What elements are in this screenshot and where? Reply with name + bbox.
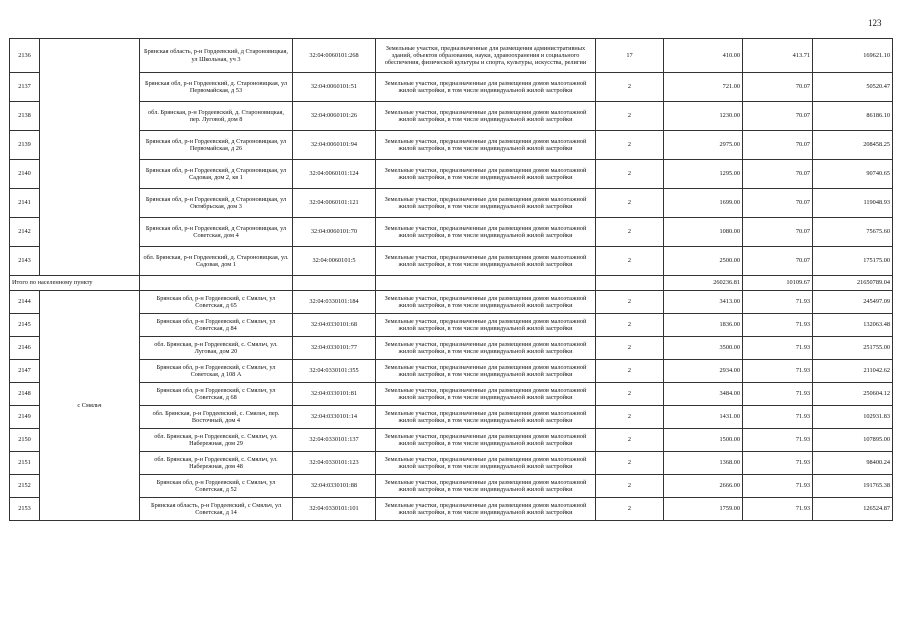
address-cell: обл. Брянская, р-н Гордеевский, д. Староновицкая, ул. Садовая, дом 1 (140, 247, 293, 276)
row-number: 2141 (10, 189, 40, 218)
cost-cell: 245497.09 (813, 291, 893, 314)
price-cell: 71.93 (743, 452, 813, 475)
area-cell: 3500.00 (664, 337, 743, 360)
cadastral-number-cell: 32:04:0060101:268 (293, 39, 376, 73)
row-number: 2148 (10, 383, 40, 406)
group-cell: 2 (596, 452, 664, 475)
group-cell: 2 (596, 102, 664, 131)
group-cell: 2 (596, 498, 664, 521)
cost-cell: 208458.25 (813, 131, 893, 160)
land-use-cell: Земельные участки, предназначенные для размещения домов малоэтажной жилой застройки, в том числе индивидуальной жилой застройки (376, 429, 596, 452)
cost-cell: 250604.12 (813, 383, 893, 406)
cadastral-number-cell: 32:04:0330101:81 (293, 383, 376, 406)
cadastral-number-cell: 32:04:0060101:124 (293, 160, 376, 189)
address-cell: обл. Брянская, р-н Гордеевский, д. Староновицкая, пер. Луговой, дом 8 (140, 102, 293, 131)
cost-cell: 132063.48 (813, 314, 893, 337)
cadastral-valuation-table (9, 38, 893, 521)
land-use-cell: Земельные участки, предназначенные для размещения домов малоэтажной жилой застройки, в том числе индивидуальной жилой застройки (376, 314, 596, 337)
total-cost: 21650789.04 (813, 276, 893, 291)
cadastral-number-cell: 32:04:0060101:51 (293, 73, 376, 102)
area-cell: 410.00 (664, 39, 743, 73)
settlement-cell (40, 39, 140, 276)
land-use-cell: Земельные участки, предназначенные для размещения домов малоэтажной жилой застройки, в том числе индивидуальной жилой застройки (376, 291, 596, 314)
row-number: 2137 (10, 73, 40, 102)
land-use-cell: Земельные участки, предназначенные для размещения административных зданий, объектов образования, науки, здравоохранения и социального обеспечения, физической культуры и спорта, культуры, искусства, религии (376, 39, 596, 73)
group-cell: 2 (596, 429, 664, 452)
cost-cell: 102931.83 (813, 406, 893, 429)
address-cell: Брянская обл, р-н Гордеевский, с Смяльч, ул Советская, д 84 (140, 314, 293, 337)
group-cell: 2 (596, 383, 664, 406)
address-cell: Брянская обл, р-н Гордеевский, с Смяльч, ул Советская, д 68 (140, 383, 293, 406)
page-number: 123 (868, 18, 882, 28)
area-cell: 1836.00 (664, 314, 743, 337)
total-label: Итого по населенному пункту (10, 276, 140, 291)
price-cell: 71.93 (743, 337, 813, 360)
area-cell: 1759.00 (664, 498, 743, 521)
table-row (10, 160, 893, 189)
table-row (10, 337, 893, 360)
table-row (10, 291, 893, 314)
price-cell: 71.93 (743, 475, 813, 498)
price-cell: 70.07 (743, 160, 813, 189)
price-cell: 71.93 (743, 314, 813, 337)
group-cell: 2 (596, 247, 664, 276)
group-cell: 2 (596, 218, 664, 247)
group-cell: 2 (596, 314, 664, 337)
table-row (10, 360, 893, 383)
land-use-cell: Земельные участки, предназначенные для размещения домов малоэтажной жилой застройки, в том числе индивидуальной жилой застройки (376, 406, 596, 429)
price-cell: 70.07 (743, 73, 813, 102)
cost-cell: 50520.47 (813, 73, 893, 102)
price-cell: 70.07 (743, 131, 813, 160)
address-cell: обл. Брянская, р-н Гордеевский, с. Смяльч, ул. Луговая, дом 20 (140, 337, 293, 360)
group-cell: 17 (596, 39, 664, 73)
table-row (10, 429, 893, 452)
table-row (10, 247, 893, 276)
land-use-cell: Земельные участки, предназначенные для размещения домов малоэтажной жилой застройки, в том числе индивидуальной жилой застройки (376, 383, 596, 406)
row-number: 2144 (10, 291, 40, 314)
cadastral-number-cell: 32:04:0330101:77 (293, 337, 376, 360)
area-cell: 721.00 (664, 73, 743, 102)
row-number: 2152 (10, 475, 40, 498)
cost-cell: 169621.10 (813, 39, 893, 73)
area-cell: 3413.00 (664, 291, 743, 314)
row-number: 2147 (10, 360, 40, 383)
group2-rows (10, 291, 893, 521)
address-cell: Брянская обл, р-н Гордеевский, д Староновицкая, ул Советская, дом 4 (140, 218, 293, 247)
table-row (10, 383, 893, 406)
group-cell: 2 (596, 475, 664, 498)
address-cell: Брянская обл, р-н Гордеевский, д Староновицкая, ул Садовая, дом 2, кв 1 (140, 160, 293, 189)
area-cell: 2934.00 (664, 360, 743, 383)
address-cell: Брянская обл, р-н Гордеевский, д Староновицкая, ул Октябрьская, дом 3 (140, 189, 293, 218)
area-cell: 3484.00 (664, 383, 743, 406)
address-cell: Брянская обл, р-н Гордеевский, с Смяльч, ул Советская, д 52 (140, 475, 293, 498)
cost-cell: 86186.10 (813, 102, 893, 131)
land-use-cell: Земельные участки, предназначенные для размещения домов малоэтажной жилой застройки, в том числе индивидуальной жилой застройки (376, 452, 596, 475)
address-cell: Брянская область, р-н Гордеевский, с Смяльч, ул Советская, д 14 (140, 498, 293, 521)
cost-cell: 98400.24 (813, 452, 893, 475)
cadastral-number-cell: 32:04:0330101:88 (293, 475, 376, 498)
row-number: 2151 (10, 452, 40, 475)
address-cell: Брянская обл, р-н Гордеевский, д Староновицкая, ул Первомайская, д 26 (140, 131, 293, 160)
cadastral-number-cell: 32:04:0330101:101 (293, 498, 376, 521)
cost-cell: 126524.87 (813, 498, 893, 521)
total-row (10, 276, 893, 291)
group-cell: 2 (596, 160, 664, 189)
area-cell: 1230.00 (664, 102, 743, 131)
price-cell: 70.07 (743, 189, 813, 218)
land-use-cell: Земельные участки, предназначенные для размещения домов малоэтажной жилой застройки, в том числе индивидуальной жилой застройки (376, 131, 596, 160)
cadastral-number-cell: 32:04:0330101:355 (293, 360, 376, 383)
cadastral-number-cell: 32:04:0330101:14 (293, 406, 376, 429)
table-row (10, 452, 893, 475)
land-use-cell: Земельные участки, предназначенные для размещения домов малоэтажной жилой застройки, в том числе индивидуальной жилой застройки (376, 189, 596, 218)
cadastral-number-cell: 32:04:0060101:70 (293, 218, 376, 247)
cadastral-number-cell: 32:04:0330101:184 (293, 291, 376, 314)
group-cell: 2 (596, 291, 664, 314)
price-cell: 71.93 (743, 429, 813, 452)
row-number: 2138 (10, 102, 40, 131)
price-cell: 70.07 (743, 218, 813, 247)
price-cell: 71.93 (743, 406, 813, 429)
area-cell: 1295.00 (664, 160, 743, 189)
area-cell: 2975.00 (664, 131, 743, 160)
table-row (10, 498, 893, 521)
group-cell: 2 (596, 337, 664, 360)
table-row (10, 73, 893, 102)
cadastral-number-cell: 32:04:0330101:137 (293, 429, 376, 452)
row-number: 2146 (10, 337, 40, 360)
row-number: 2139 (10, 131, 40, 160)
cadastral-number-cell: 32:04:0060101:121 (293, 189, 376, 218)
cadastral-number-cell: 32:04:0060101:5 (293, 247, 376, 276)
row-number: 2142 (10, 218, 40, 247)
cost-cell: 251755.00 (813, 337, 893, 360)
address-cell: Брянская обл, р-н Гордеевский, с Смяльч, ул Советская, д 65 (140, 291, 293, 314)
address-cell: Брянская область, р-н Гордеевский, д Староновицкая, ул Школьная, уч 3 (140, 39, 293, 73)
row-number: 2136 (10, 39, 40, 73)
land-use-cell: Земельные участки, предназначенные для размещения домов малоэтажной жилой застройки, в том числе индивидуальной жилой застройки (376, 360, 596, 383)
cost-cell: 107895.00 (813, 429, 893, 452)
cost-cell: 191765.38 (813, 475, 893, 498)
row-number: 2143 (10, 247, 40, 276)
group-cell: 2 (596, 360, 664, 383)
area-cell: 1368.00 (664, 452, 743, 475)
cost-cell: 90740.65 (813, 160, 893, 189)
land-use-cell: Земельные участки, предназначенные для размещения домов малоэтажной жилой застройки, в том числе индивидуальной жилой застройки (376, 218, 596, 247)
land-use-cell: Земельные участки, предназначенные для размещения домов малоэтажной жилой застройки, в том числе индивидуальной жилой застройки (376, 247, 596, 276)
row-number: 2140 (10, 160, 40, 189)
address-cell: обл. Брянская, р-н Гордеевский, с. Смяльч, пер. Восточный, дом 4 (140, 406, 293, 429)
price-cell: 413.71 (743, 39, 813, 73)
row-number: 2145 (10, 314, 40, 337)
settlement-name: с Смяльч (77, 402, 102, 410)
row-number: 2150 (10, 429, 40, 452)
address-cell: обл. Брянская, р-н Гордеевский, с. Смяльч, ул. Набережная, дом 29 (140, 429, 293, 452)
table-row (10, 131, 893, 160)
area-cell: 2666.00 (664, 475, 743, 498)
cadastral-number-cell: 32:04:0330101:123 (293, 452, 376, 475)
area-cell: 2500.00 (664, 247, 743, 276)
total-price: 10109.67 (743, 276, 813, 291)
land-use-cell: Земельные участки, предназначенные для размещения домов малоэтажной жилой застройки, в том числе индивидуальной жилой застройки (376, 498, 596, 521)
cost-cell: 211042.62 (813, 360, 893, 383)
table-row (10, 189, 893, 218)
table-row (10, 314, 893, 337)
table-row (10, 218, 893, 247)
cost-cell: 119048.93 (813, 189, 893, 218)
address-cell: Брянская обл, р-н Гордеевский, д. Староновицкая, ул Первомайская, д 53 (140, 73, 293, 102)
table-row (10, 475, 893, 498)
price-cell: 71.93 (743, 360, 813, 383)
price-cell: 71.93 (743, 498, 813, 521)
group-cell: 2 (596, 73, 664, 102)
cadastral-number-cell: 32:04:0060101:26 (293, 102, 376, 131)
price-cell: 71.93 (743, 383, 813, 406)
price-cell: 70.07 (743, 102, 813, 131)
settlement-cell (40, 291, 140, 521)
group-cell: 2 (596, 189, 664, 218)
area-cell: 1431.00 (664, 406, 743, 429)
row-number: 2149 (10, 406, 40, 429)
group1-rows (10, 39, 893, 276)
land-use-cell: Земельные участки, предназначенные для размещения домов малоэтажной жилой застройки, в том числе индивидуальной жилой застройки (376, 102, 596, 131)
table-row (10, 102, 893, 131)
land-use-cell: Земельные участки, предназначенные для размещения домов малоэтажной жилой застройки, в том числе индивидуальной жилой застройки (376, 160, 596, 189)
cadastral-number-cell: 32:04:0330101:68 (293, 314, 376, 337)
price-cell: 71.93 (743, 291, 813, 314)
land-use-cell: Земельные участки, предназначенные для размещения домов малоэтажной жилой застройки, в том числе индивидуальной жилой застройки (376, 475, 596, 498)
cost-cell: 175175.00 (813, 247, 893, 276)
total-area: 260236.81 (664, 276, 743, 291)
group-cell: 2 (596, 406, 664, 429)
cost-cell: 75675.60 (813, 218, 893, 247)
area-cell: 1500.00 (664, 429, 743, 452)
cadastral-number-cell: 32:04:0060101:94 (293, 131, 376, 160)
area-cell: 1699.00 (664, 189, 743, 218)
land-use-cell: Земельные участки, предназначенные для размещения домов малоэтажной жилой застройки, в том числе индивидуальной жилой застройки (376, 337, 596, 360)
area-cell: 1080.00 (664, 218, 743, 247)
price-cell: 70.07 (743, 247, 813, 276)
table-row (10, 406, 893, 429)
land-use-cell: Земельные участки, предназначенные для размещения домов малоэтажной жилой застройки, в том числе индивидуальной жилой застройки (376, 73, 596, 102)
group-cell: 2 (596, 131, 664, 160)
table-row (10, 39, 893, 73)
address-cell: обл. Брянская, р-н Гордеевский, с. Смяльч, ул. Набережная, дом 48 (140, 452, 293, 475)
row-number: 2153 (10, 498, 40, 521)
address-cell: Брянская обл, р-н Гордеевский, с Смяльч, ул Советская, д 108 А (140, 360, 293, 383)
